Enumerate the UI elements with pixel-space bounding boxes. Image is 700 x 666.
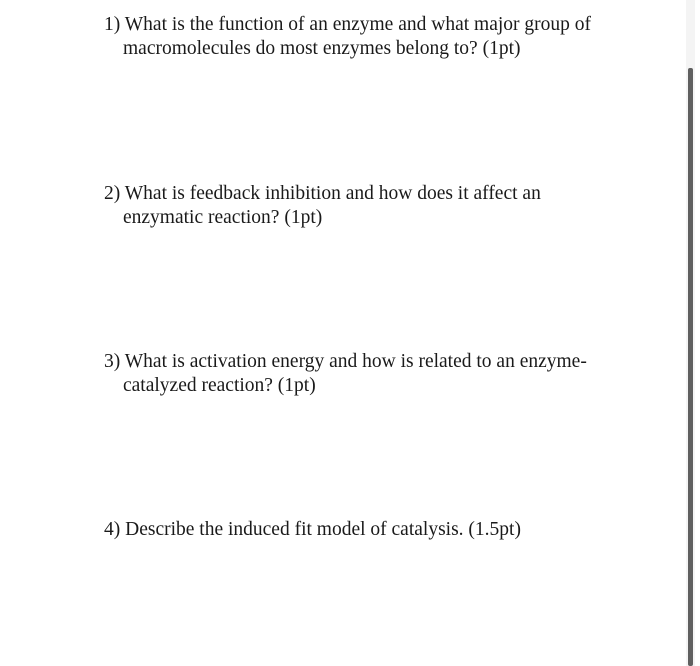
scrollbar-thumb[interactable] bbox=[688, 68, 693, 666]
question-3-continuation: catalyzed reaction? (1pt) bbox=[123, 375, 316, 396]
question-3-text: 3) What is activation energy and how is related to an enzyme- bbox=[104, 351, 587, 372]
question-2-text: 2) What is feedback inhibition and how does it affect an bbox=[104, 183, 541, 204]
question-1-continuation: macromolecules do most enzymes belong to? (1pt) bbox=[123, 38, 521, 59]
question-3 bbox=[104, 350, 644, 398]
question-4 bbox=[104, 518, 644, 542]
question-4-text: 4) Describe the induced fit model of catalysis. (1.5pt) bbox=[104, 519, 521, 540]
question-2-continuation: enzymatic reaction? (1pt) bbox=[123, 207, 323, 228]
question-2 bbox=[104, 182, 644, 230]
question-1 bbox=[104, 13, 644, 61]
question-1-text: 1) What is the function of an enzyme and what major group of bbox=[104, 14, 591, 35]
